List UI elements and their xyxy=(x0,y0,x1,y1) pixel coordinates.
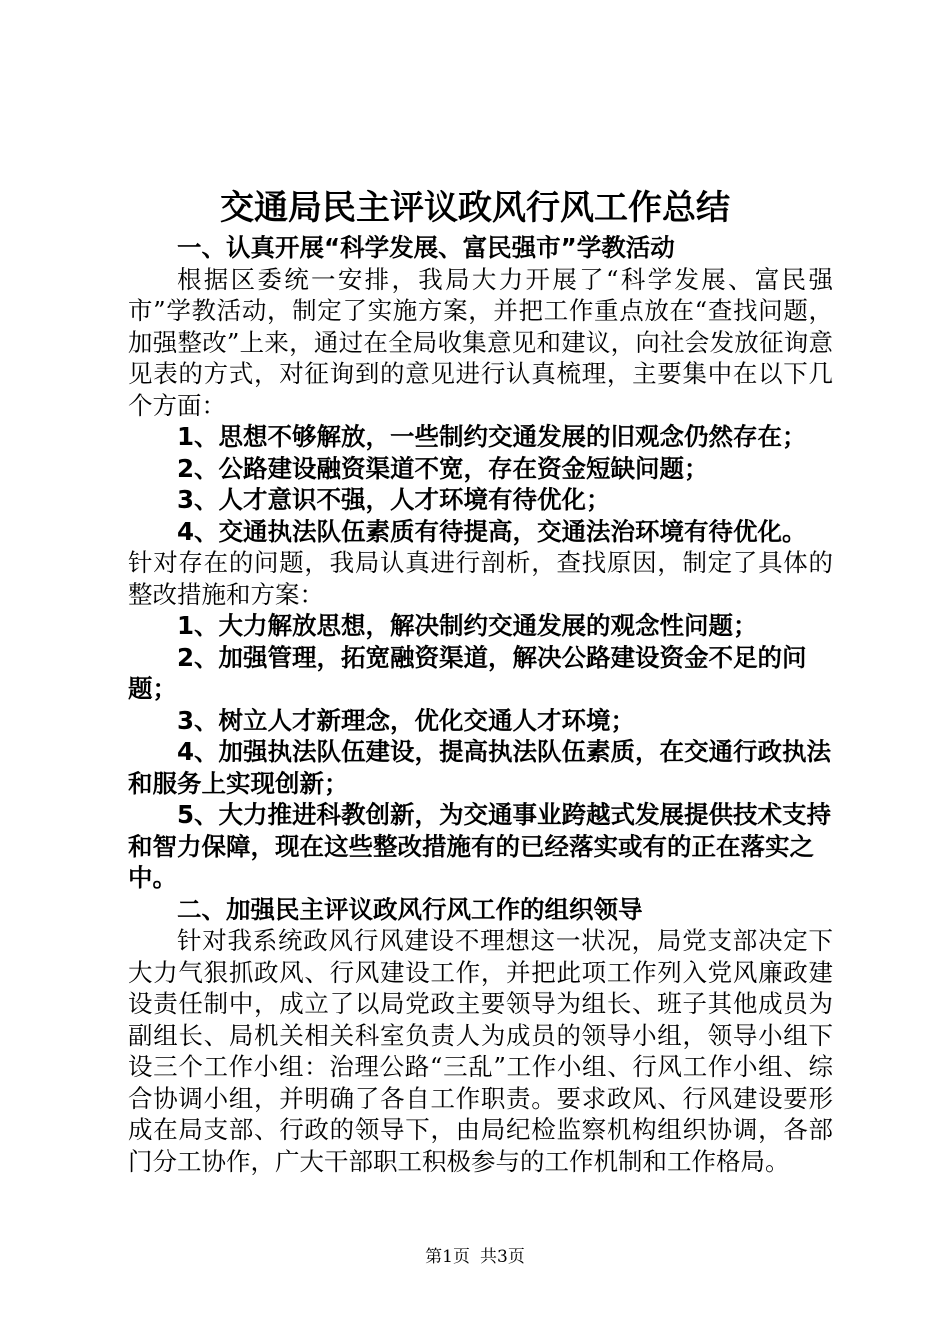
problem-item-2: 2、公路建设融资渠道不宽，存在资金短缺问题； xyxy=(177,453,709,483)
measure-item-1: 1、大力解放思想，解决制约交通发展的观念性问题； xyxy=(177,611,758,640)
measure-item-3: 3、树立人才新理念，优化交通人才环境； xyxy=(177,705,636,735)
paragraph-organization: 针对我系统政风行风建设不理想这一状况，局党支部决定下大力气狠抓政风、行风建设工作，并把此项工作列入党风廉政建设责任制中，成立了以局党政主要领导为组长、班子其他成员为副组长、局机关相关科室负责人为成员的领导小组，领导小组下设三个工作小组：治理公路“三乱”工作小组、行风工作小组、综合协调小组，并明确了各自工作职责。要求政风、行风建设要形成在局支部、行政的领导下，由局纪检监察机构组织协调，各部门分工协作，广大干部职工积极参与的工作机制和工作格局。 xyxy=(128,926,833,1176)
section-heading-1: 一、认真开展“科学发展、富民强市”学教活动 xyxy=(177,233,675,262)
page-footer xyxy=(0,1245,950,1269)
section-heading-2: 二、加强民主评议政风行风工作的组织领导 xyxy=(177,894,643,924)
problem-item-3: 3、人才意识不强，人才环境有待优化； xyxy=(177,485,611,514)
measure-item-4: 4、加强执法队伍建设，提高执法队伍素质，在交通行政执法和服务上实现创新； xyxy=(128,737,832,798)
problem-item-1: 1、思想不够解放，一些制约交通发展的旧观念仍然存在； xyxy=(177,422,807,451)
problem-item-4: 4、交通执法队伍素质有待提高，交通法治环境有待优化。 xyxy=(177,516,807,546)
measure-item-5: 5、大力推进科教创新，为交通事业跨越式发展提供技术支持和智力保障，现在这些整改措施有的已经落实或有的正在落实之中。 xyxy=(128,800,832,892)
paragraph-intro: 根据区委统一安排，我局大力开展了“科学发展、富民强市”学教活动，制定了实施方案，并把工作重点放在“查找问题，加强整改”上来，通过在全局收集意见和建议，向社会发放征询意见表的方式，对征询到的意见进行认真梳理，主要集中在以下几个方面： xyxy=(128,264,833,420)
page-number: 第1页 xyxy=(425,1247,470,1267)
paragraph-measures-intro: 针对存在的问题，我局认真进行剖析，查找原因，制定了具体的整改措施和方案： xyxy=(128,548,833,609)
document-title: 交通局民主评议政风行风工作总结 xyxy=(220,188,730,228)
page-total: 共3页 xyxy=(480,1247,525,1267)
measure-item-2: 2、加强管理，拓宽融资渠道，解决公路建设资金不足的问题； xyxy=(128,642,807,703)
document-body xyxy=(128,232,833,1177)
